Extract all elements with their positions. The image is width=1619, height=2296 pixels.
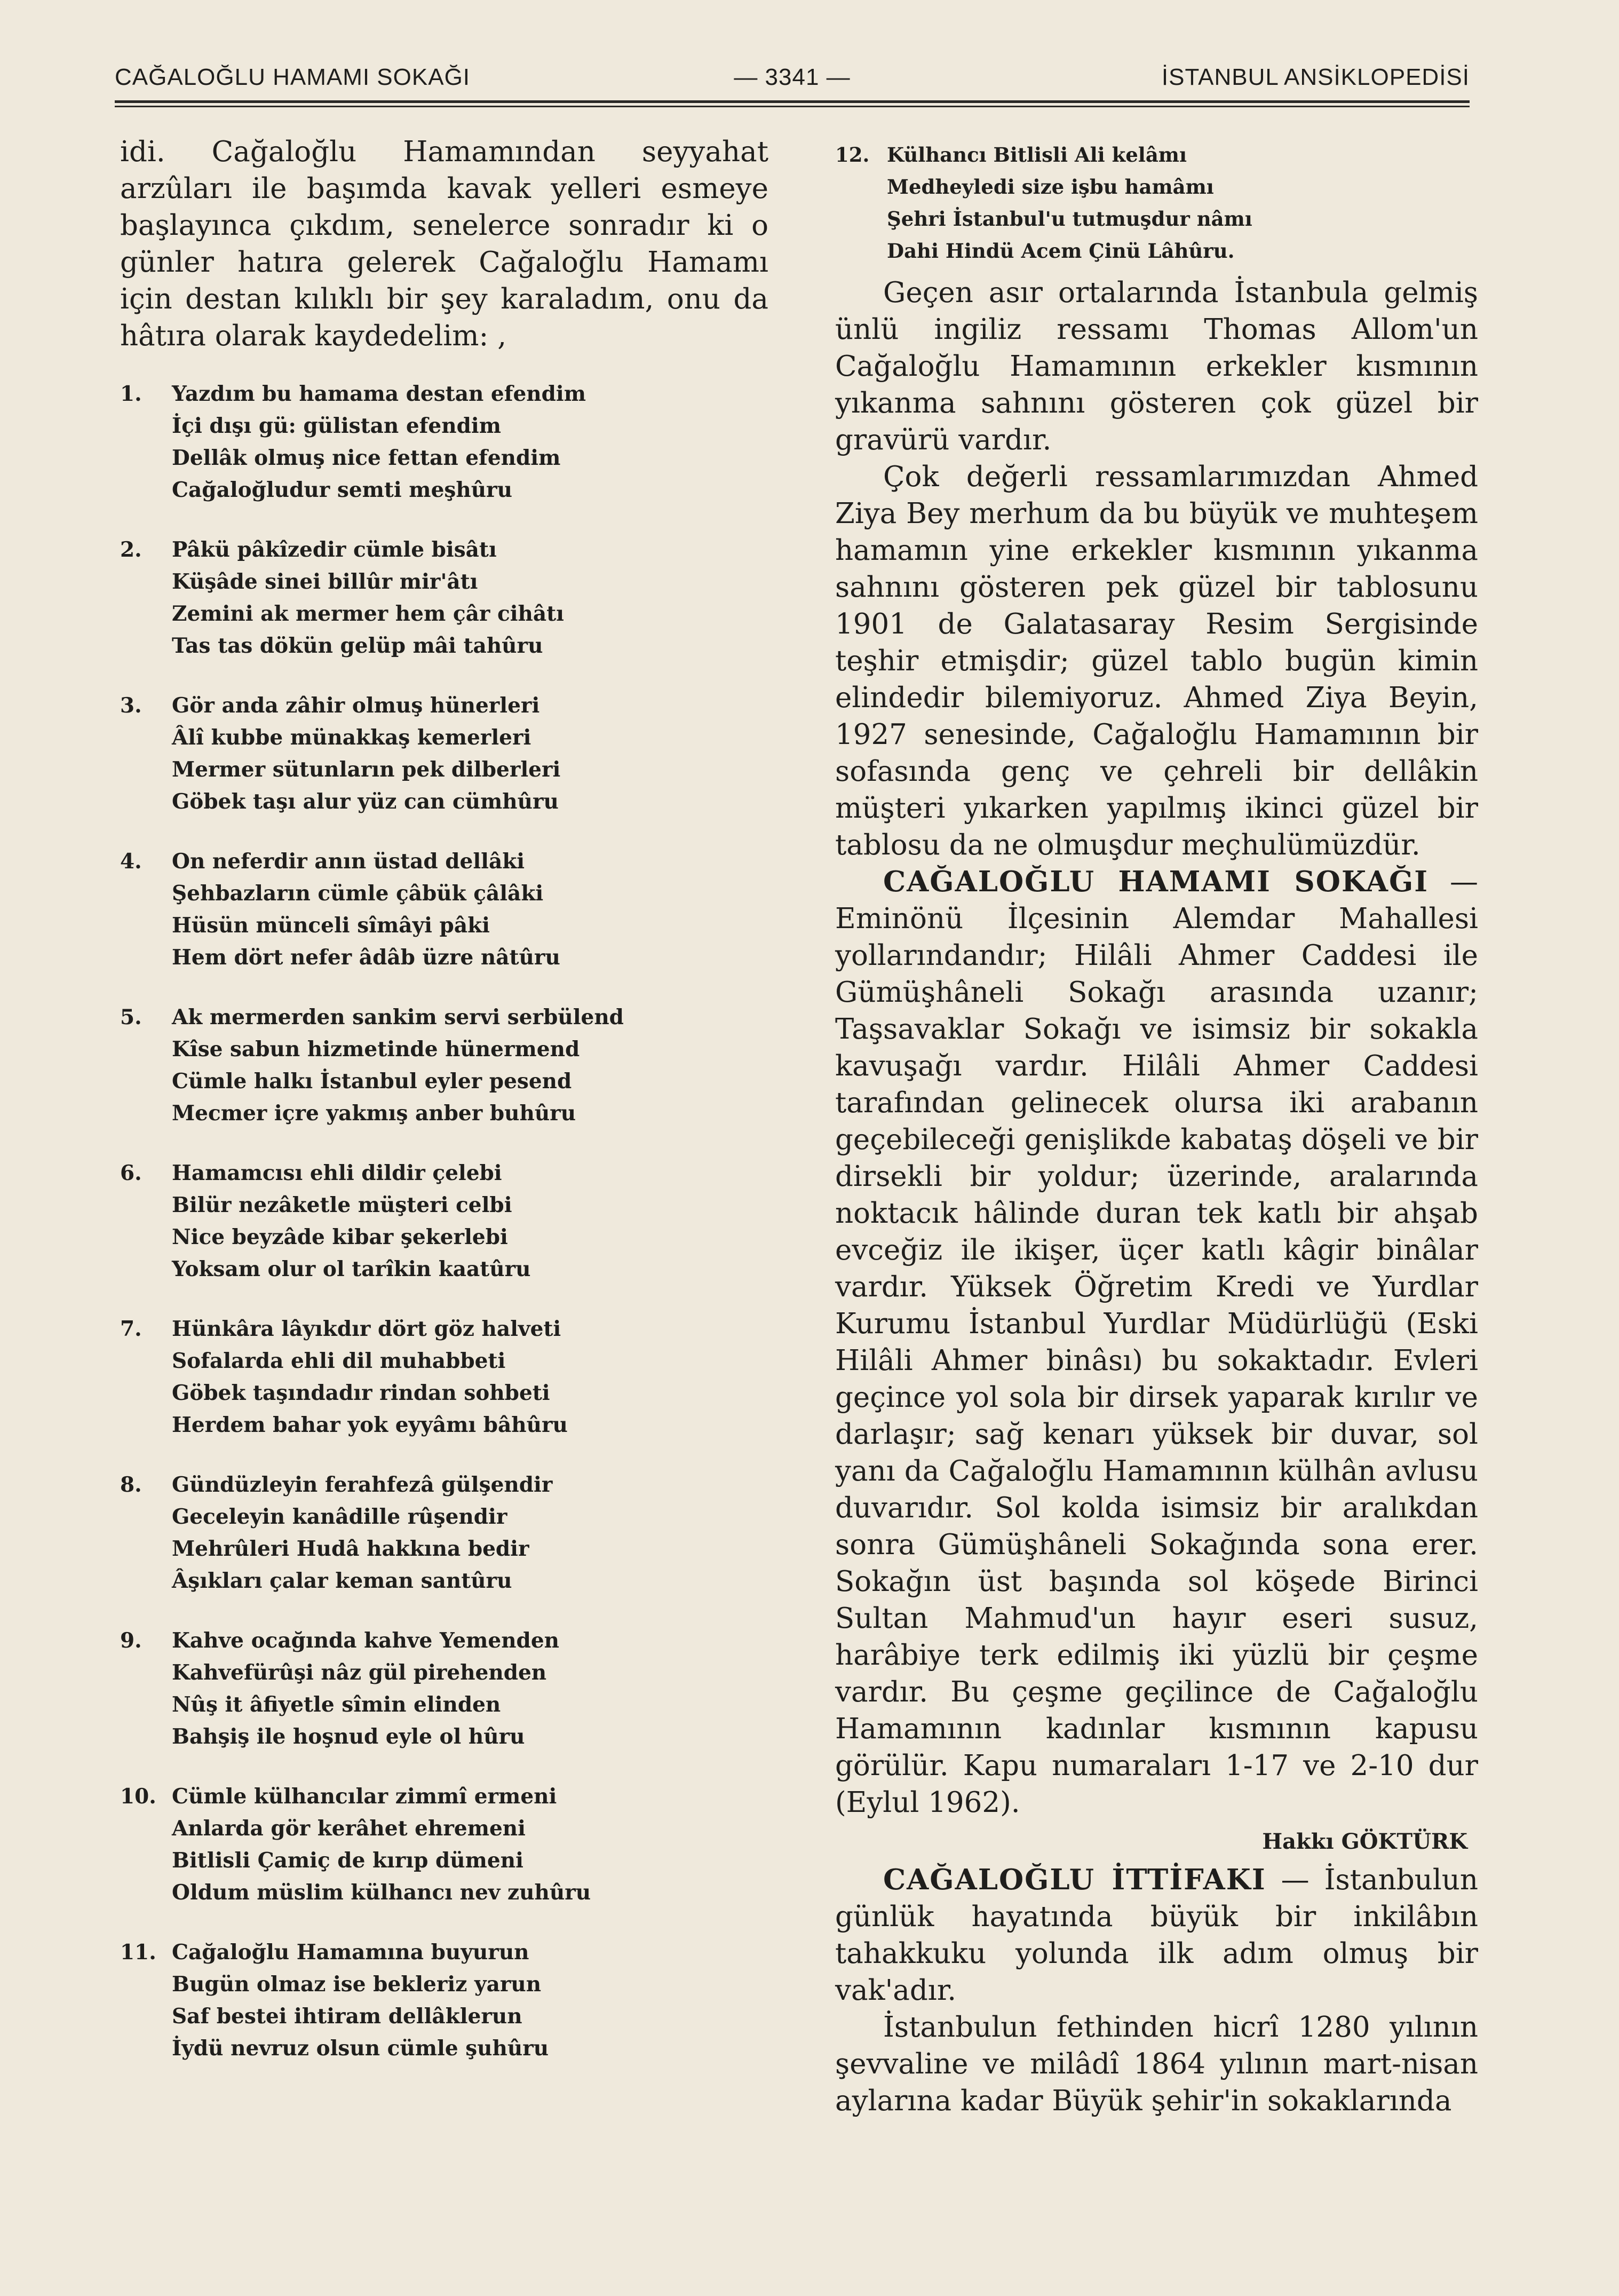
poem-stanza-12	[835, 139, 1478, 267]
stanza-number: 9.	[120, 1628, 142, 1653]
entry-title: CAĞALOĞLU HAMAMI SOKAĞI	[883, 865, 1429, 898]
header-rule-thin	[115, 106, 1470, 107]
poem-stanza-1	[120, 378, 768, 506]
stanza-number: 12.	[835, 143, 870, 167]
stanza-line: Pâkü pâkîzedir cümle bisâtı	[172, 537, 497, 562]
header-title-left: CAĞALOĞLU HAMAMI SOKAĞI	[115, 64, 471, 90]
author-signature: Hakkı GÖKTÜRK	[1262, 1829, 1467, 1854]
stanza-line: Cağaloğludur semti meşhûru	[172, 478, 512, 502]
running-header	[115, 64, 1470, 101]
stanza-line: Bahşiş ile hoşnud eyle ol hûru	[172, 1724, 525, 1749]
stanza-line: Küşâde sinei billûr mir'âtı	[172, 569, 478, 594]
stanza-line: Mecmer içre yakmış anber buhûru	[172, 1101, 576, 1126]
stanza-number: 11.	[120, 1940, 156, 1965]
stanza-line: Mehrûleri Hudâ hakkına bedir	[172, 1537, 529, 1561]
stanza-line: Yazdım bu hamama destan efendim	[172, 382, 586, 406]
stanza-line: Kahve ocağında kahve Yemenden	[172, 1628, 559, 1653]
stanza-line: Âşıkları çalar keman santûru	[172, 1569, 512, 1593]
entry-body: Eminönü İlçesinin Alemdar Mahallesi yollarındandır; Hilâli Ahmer Caddesi ile Gümüşhâneli Sokağı arasında uzanır; Taşsavaklar Sokağı ve isimsiz bir sokakla kavuşağı vardır. Hilâli Ahmer Caddesi tarafından gelinecek olursa iki arabanın geçebileceği genişlikde kabataş döşeli ve bir dirsekli bir yoldur; üzerinde, aralarında noktacık hâlinde duran tek katlı bir ahşab evceğiz ile ikişer, üçer katlı kâgir binâlar vardır. Yüksek Öğretim Kredi ve Yurdlar Kurumu İstanbul Yurdlar Müdürlüğü (Eski Hilâli Ahmer binâsı) bu sokaktadır. Evleri geçince yol sola bir dirsek yaparak kırılır ve darlaşır; sağ kenarı yüksek bir duvar, sol yanı da Cağaloğlu Hamamının külhân avlusu duvarıdır. Sol kolda isimsiz bir aralıkdan sonra Gümüşhâneli Sokağında sona erer. Sokağın üst başında sol köşede Birinci Sultan Mahmud'un hayır eseri susuz, harâbiye terk edilmiş iki yüzlü bir çeşme vardır. Bu çeşme geçilince de Cağaloğlu Hamamının kadınlar kısmının kapusu görülür. Kapu numaraları 1-17 ve 2-10 dur (Eylul 1962).	[835, 902, 1478, 1819]
entry-dash: —	[1428, 866, 1478, 898]
page-number: — 3341 —	[734, 64, 851, 90]
poem-stanza-11	[120, 1936, 768, 2064]
stanza-number: 3.	[120, 693, 142, 718]
stanza-line: Medheyledi size işbu hamâmı	[887, 175, 1214, 199]
stanza-line: Göbek taşındadır rindan sohbeti	[172, 1381, 550, 1405]
stanza-line: Anlarda gör kerâhet ehremeni	[172, 1816, 526, 1841]
stanza-line: Geceleyin kanâdille rûşendir	[172, 1505, 507, 1529]
left-column	[120, 133, 768, 2092]
stanza-line: Herdem bahar yok eyyâmı bâhûru	[172, 1413, 568, 1437]
poem-stanza-5	[120, 1001, 768, 1129]
stanza-line: Ak mermerden sankim servi serbülend	[172, 1005, 624, 1030]
stanza-line: İydü nevruz olsun cümle şuhûru	[172, 2036, 549, 2061]
stanza-line: Kîse sabun hizmetinde hünermend	[172, 1037, 580, 1062]
stanza-number: 5.	[120, 1005, 142, 1030]
stanza-line: Dellâk olmuş nice fettan efendim	[172, 446, 561, 470]
stanza-line: Tas tas dökün gelüp mâi tahûru	[172, 634, 543, 658]
stanza-number: 2.	[120, 537, 142, 562]
header-rule	[115, 100, 1470, 103]
poem-stanza-3	[120, 690, 768, 818]
stanza-line: Saf bestei ihtiram dellâklerun	[172, 2004, 522, 2029]
right-column	[835, 139, 1478, 2119]
stanza-line: Zemini ak mermer hem çâr cihâtı	[172, 601, 564, 626]
poem-stanza-6	[120, 1157, 768, 1285]
intro-paragraph: idi. Cağaloğlu Hamamından seyyahat arzûları ile başımda kavak yelleri esmeye başlayınca çıkdım, senelerce sonradır ki o günler hatıra gelerek Cağaloğlu Hamamı için destan kılıklı bir şey karaladım, onu da hâtıra olarak kaydedelim: ,	[120, 136, 768, 352]
stanza-line: Şehri İstanbul'u tutmuşdur nâmı	[887, 207, 1252, 231]
entry-body: İstanbulun günlük hayatında büyük bir inkilâbın tahakkuku yolunda ilk adım olmuş bir vak'adır.	[835, 1864, 1479, 2007]
stanza-line: Cümle halkı İstanbul eyler pesend	[172, 1069, 572, 1094]
stanza-line: Kahvefürûşi nâz gül pirehenden	[172, 1660, 547, 1685]
stanza-line: Cümle külhancılar zimmî ermeni	[172, 1784, 557, 1809]
poem-stanza-10	[120, 1780, 768, 1909]
poem-stanza-7	[120, 1313, 768, 1441]
stanza-line: Mermer sütunların pek dilberleri	[172, 757, 561, 782]
stanza-line: Nice beyzâde kibar şekerlebi	[172, 1225, 508, 1249]
stanza-line: Hem dört nefer âdâb üzre nâtûru	[172, 945, 560, 970]
header-title-right: İSTANBUL ANSİKLOPEDİSİ	[1161, 64, 1470, 90]
stanza-line: Hüsün münceli sîmâyi pâki	[172, 913, 490, 938]
stanza-line: Bilür nezâketle müşteri celbi	[172, 1193, 512, 1217]
poem-stanza-9	[120, 1625, 768, 1753]
paragraph-allom: Geçen asır ortalarında İstanbula gelmiş ünlü ingiliz ressamı Thomas Allom'un Cağaloğlu Hamamının erkekler kısmının yıkanma sahnını gösteren çok güzel bir gravürü vardır.	[835, 276, 1478, 456]
stanza-line: Gündüzleyin ferahfezâ gülşendir	[172, 1472, 553, 1497]
stanza-line: İçi dışı gü: gülistan efendim	[172, 414, 501, 438]
stanza-line: On neferdir anın üstad dellâki	[172, 849, 525, 874]
stanza-number: 8.	[120, 1472, 142, 1497]
stanza-line: Âlî kubbe münakkaş kemerleri	[172, 725, 531, 750]
stanza-line: Şehbazların cümle çâbük çâlâki	[172, 881, 544, 906]
poem-stanza-8	[120, 1469, 768, 1597]
stanza-line: Külhancı Bitlisli Ali kelâmı	[887, 143, 1187, 167]
paragraph-fetih: İstanbulun fethinden hicrî 1280 yılının şevvaline ve milâdî 1864 yılının mart-nisan aylarına kadar Büyük şehir'in sokaklarında	[835, 2011, 1478, 2117]
stanza-line: Oldum müslim külhancı nev zuhûru	[172, 1880, 591, 1905]
entry-dash: —	[1266, 1864, 1324, 1896]
entry-title: CAĞALOĞLU İTTİFAKI	[883, 1863, 1266, 1896]
entry-cagaloglu-ittifaki	[835, 1862, 1478, 2009]
stanza-line: Nûş it âfiyetle sîmin elinden	[172, 1692, 501, 1717]
stanza-line: Bugün olmaz ise bekleriz yarun	[172, 1972, 542, 1997]
stanza-number: 6.	[120, 1161, 142, 1185]
stanza-number: 1.	[120, 382, 142, 406]
stanza-line: Yoksam olur ol tarîkin kaatûru	[172, 1257, 531, 1281]
entry-cagaloglu-hamami-sokagi	[835, 864, 1478, 1821]
poem-stanza-4	[120, 845, 768, 973]
stanza-line: Bitlisli Çamiç de kırıp dümeni	[172, 1848, 523, 1873]
poem	[120, 378, 768, 2064]
stanza-number: 10.	[120, 1784, 156, 1809]
stanza-number: 7.	[120, 1317, 142, 1341]
stanza-number: 4.	[120, 849, 142, 874]
stanza-line: Göbek taşı alur yüz can cümhûru	[172, 789, 559, 814]
stanza-line: Sofalarda ehli dil muhabbeti	[172, 1349, 506, 1373]
stanza-line: Hamamcısı ehli dildir çelebi	[172, 1161, 502, 1185]
stanza-line: Cağaloğlu Hamamına buyurun	[172, 1940, 529, 1965]
poem-stanza-2	[120, 534, 768, 662]
stanza-line: Dahi Hindü Acem Çinü Lâhûru.	[887, 239, 1235, 263]
paragraph-ahmed-ziya: Çok değerli ressamlarımızdan Ahmed Ziya Bey merhum da bu büyük ve muhteşem hamamın yine erkekler kısmının yıkanma sahnını gösteren pek güzel bir tablosunu 1901 de Galatasaray Resim Sergisinde teşhir etmişdir; güzel tablo bugün kimin elindedir bilemiyoruz. Ahmed Ziya Beyin, 1927 senesinde, Cağaloğlu Hamamının bir sofasında genç ve çehreli bir dellâkin müşteri yıkarken yapılmış ikinci güzel bir tablosu da ne olmuşdur meçhulümüzdür.	[835, 461, 1478, 861]
stanza-line: Gör anda zâhir olmuş hünerleri	[172, 693, 540, 718]
stanza-line: Hünkâra lâyıkdır dört göz halveti	[172, 1317, 561, 1341]
